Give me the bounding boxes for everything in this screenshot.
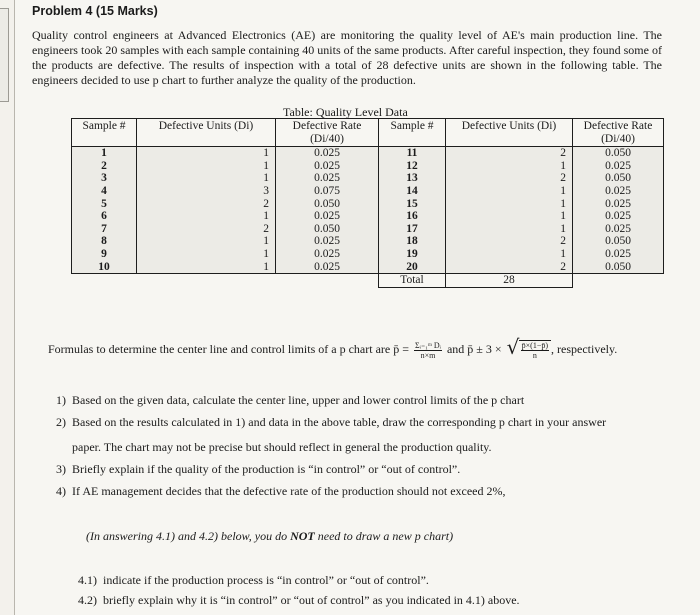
defective-units-cell: 1 xyxy=(446,160,573,173)
sample-cell: 13 xyxy=(379,172,446,185)
defective-rate-cell: 0.050 xyxy=(573,261,664,274)
intro-paragraph: Quality control engineers at Advanced Electronics (AE) are monitoring the quality level of AE's main production line. The engineers took 20 samples with each sample containing 40 units of the same products. After careful inspection, they found some of the products are defective. The results of inspection with a total of 28 defective units are shown in the following table. The engineers decided to use p chart to further analyze the quality of the production. xyxy=(32,28,662,87)
header-defective-rate-right xyxy=(573,119,664,147)
table-row xyxy=(72,185,664,198)
sample-cell: 17 xyxy=(379,223,446,236)
table-body xyxy=(72,147,664,288)
square-root xyxy=(506,335,551,360)
table-row xyxy=(72,235,664,248)
table-row xyxy=(72,160,664,173)
defective-rate-cell: 0.050 xyxy=(573,172,664,185)
total-row xyxy=(72,274,664,288)
defective-units-cell: 1 xyxy=(137,210,276,223)
defective-rate-cell: 0.025 xyxy=(573,160,664,173)
header-rate-line1: Defective Rate xyxy=(583,120,653,132)
root-numerator: p̄×(1−p̄) xyxy=(521,341,549,350)
sample-cell: 18 xyxy=(379,235,446,248)
sample-cell: 1 xyxy=(72,147,137,160)
defective-rate-cell: 0.025 xyxy=(276,235,379,248)
table-caption: Table: Quality Level Data xyxy=(283,105,408,119)
question-text: If AE management decides that the defective rate of the production should not exceed 2%, xyxy=(72,484,506,498)
question-text: paper. The chart may not be precise but should reflect in general the production quality. xyxy=(72,440,492,454)
formula-middle: and p̄ ± 3 × xyxy=(446,341,502,356)
defective-units-cell: 2 xyxy=(446,147,573,160)
defective-units-cell: 1 xyxy=(137,248,276,261)
root-denominator: n xyxy=(532,351,537,360)
empty-cell xyxy=(72,274,137,288)
defective-units-cell: 2 xyxy=(137,198,276,211)
header-defective-units-right: Defective Units (Di) xyxy=(446,119,573,147)
sample-cell: 6 xyxy=(72,210,137,223)
subquestion-number: 4.1) xyxy=(78,573,97,587)
defective-rate-cell: 0.025 xyxy=(573,198,664,211)
sample-cell: 10 xyxy=(72,261,137,274)
table-row xyxy=(72,248,664,261)
defective-units-cell: 1 xyxy=(137,235,276,248)
question-number: 2) xyxy=(56,415,66,429)
table-row xyxy=(72,210,664,223)
table-row xyxy=(72,223,664,236)
sample-cell: 3 xyxy=(72,172,137,185)
defective-units-cell: 1 xyxy=(446,248,573,261)
subquestion-text: indicate if the production process is “in control” or “out of control”. xyxy=(103,573,429,587)
sample-cell: 7 xyxy=(72,223,137,236)
question-text: Based on the given data, calculate the center line, upper and lower control limits of the p chart xyxy=(72,393,525,407)
header-rate-line2: (Di/40) xyxy=(310,132,344,145)
sample-cell: 9 xyxy=(72,248,137,261)
defective-rate-cell: 0.075 xyxy=(276,185,379,198)
header-rate-line1: Defective Rate xyxy=(292,120,362,132)
formula-line xyxy=(48,335,688,360)
note-prefix: (In answering 4.1) and 4.2) below, you do xyxy=(86,529,291,543)
defective-rate-cell: 0.025 xyxy=(276,160,379,173)
defective-rate-cell: 0.050 xyxy=(276,223,379,236)
defective-rate-cell: 0.025 xyxy=(573,210,664,223)
defective-units-cell: 2 xyxy=(446,261,573,274)
empty-cell xyxy=(276,274,379,288)
table-row xyxy=(72,261,664,274)
defective-units-cell: 1 xyxy=(137,160,276,173)
subquestion-item xyxy=(78,573,429,588)
defective-units-cell: 2 xyxy=(137,223,276,236)
sample-cell: 4 xyxy=(72,185,137,198)
header-rate-line2: (Di/40) xyxy=(601,132,635,145)
empty-cell xyxy=(573,274,664,288)
note-emphasis: NOT xyxy=(290,529,315,543)
formula-tail: , respectively. xyxy=(551,341,618,356)
defective-rate-cell: 0.025 xyxy=(573,223,664,236)
table-row xyxy=(72,147,664,160)
defective-rate-cell: 0.050 xyxy=(573,235,664,248)
header-defective-units-left: Defective Units (Di) xyxy=(137,119,276,147)
sample-cell: 20 xyxy=(379,261,446,274)
quality-level-table xyxy=(71,118,664,288)
defective-rate-cell: 0.025 xyxy=(573,248,664,261)
defective-units-cell: 2 xyxy=(446,172,573,185)
page-edge-tab xyxy=(0,8,9,102)
header-sample-left: Sample # xyxy=(72,119,137,147)
sum-denominator: n×m xyxy=(420,350,436,360)
defective-units-cell: 1 xyxy=(446,185,573,198)
question-number: 1) xyxy=(56,393,66,407)
sample-cell: 14 xyxy=(379,185,446,198)
sample-cell: 2 xyxy=(72,160,137,173)
root-fraction xyxy=(521,341,549,360)
question-number: 4) xyxy=(56,484,66,498)
problem-title: Problem 4 (15 Marks) xyxy=(32,4,158,18)
total-label: Total xyxy=(379,274,446,288)
defective-rate-cell: 0.050 xyxy=(276,198,379,211)
radical-sign-icon: √ xyxy=(506,335,520,359)
sum-numerator: Σᵢ₌₁ᵐ Dᵢ xyxy=(414,340,441,350)
instruction-note xyxy=(86,529,453,544)
header-defective-rate-left xyxy=(276,119,379,147)
defective-units-cell: 2 xyxy=(446,235,573,248)
subquestion-number: 4.2) xyxy=(78,593,97,607)
defective-units-cell: 1 xyxy=(446,198,573,211)
sample-cell: 11 xyxy=(379,147,446,160)
defective-units-cell: 3 xyxy=(137,185,276,198)
subquestion-text: briefly explain why it is “in control” or “out of control” as you indicated in 4.1) above. xyxy=(103,593,520,607)
defective-rate-cell: 0.025 xyxy=(276,172,379,185)
note-suffix: need to draw a new p chart) xyxy=(314,529,454,543)
defective-rate-cell: 0.050 xyxy=(573,147,664,160)
subquestion-item xyxy=(78,593,520,608)
sample-cell: 19 xyxy=(379,248,446,261)
defective-rate-cell: 0.025 xyxy=(276,261,379,274)
defective-rate-cell: 0.025 xyxy=(276,147,379,160)
defective-rate-cell: 0.025 xyxy=(276,248,379,261)
header-sample-right: Sample # xyxy=(379,119,446,147)
defective-units-cell: 1 xyxy=(446,210,573,223)
document-page xyxy=(14,0,700,615)
table-row xyxy=(72,198,664,211)
question-text: Based on the results calculated in 1) and data in the above table, draw the corresponding p chart in your answer xyxy=(72,415,607,429)
sample-cell: 8 xyxy=(72,235,137,248)
question-number: 3) xyxy=(56,462,66,476)
sample-cell: 5 xyxy=(72,198,137,211)
defective-rate-cell: 0.025 xyxy=(276,210,379,223)
sample-cell: 15 xyxy=(379,198,446,211)
table-row xyxy=(72,172,664,185)
defective-rate-cell: 0.025 xyxy=(573,185,664,198)
question-text: Briefly explain if the quality of the production is “in control” or “out of control”. xyxy=(72,462,461,476)
defective-units-cell: 1 xyxy=(446,223,573,236)
center-line-fraction xyxy=(414,341,442,360)
empty-cell xyxy=(137,274,276,288)
defective-units-cell: 1 xyxy=(137,147,276,160)
defective-units-cell: 1 xyxy=(137,261,276,274)
sample-cell: 16 xyxy=(379,210,446,223)
defective-units-cell: 1 xyxy=(137,172,276,185)
sample-cell: 12 xyxy=(379,160,446,173)
formula-lead: Formulas to determine the center line and control limits of a p chart are p̄ = xyxy=(48,341,409,356)
total-value: 28 xyxy=(446,274,573,288)
